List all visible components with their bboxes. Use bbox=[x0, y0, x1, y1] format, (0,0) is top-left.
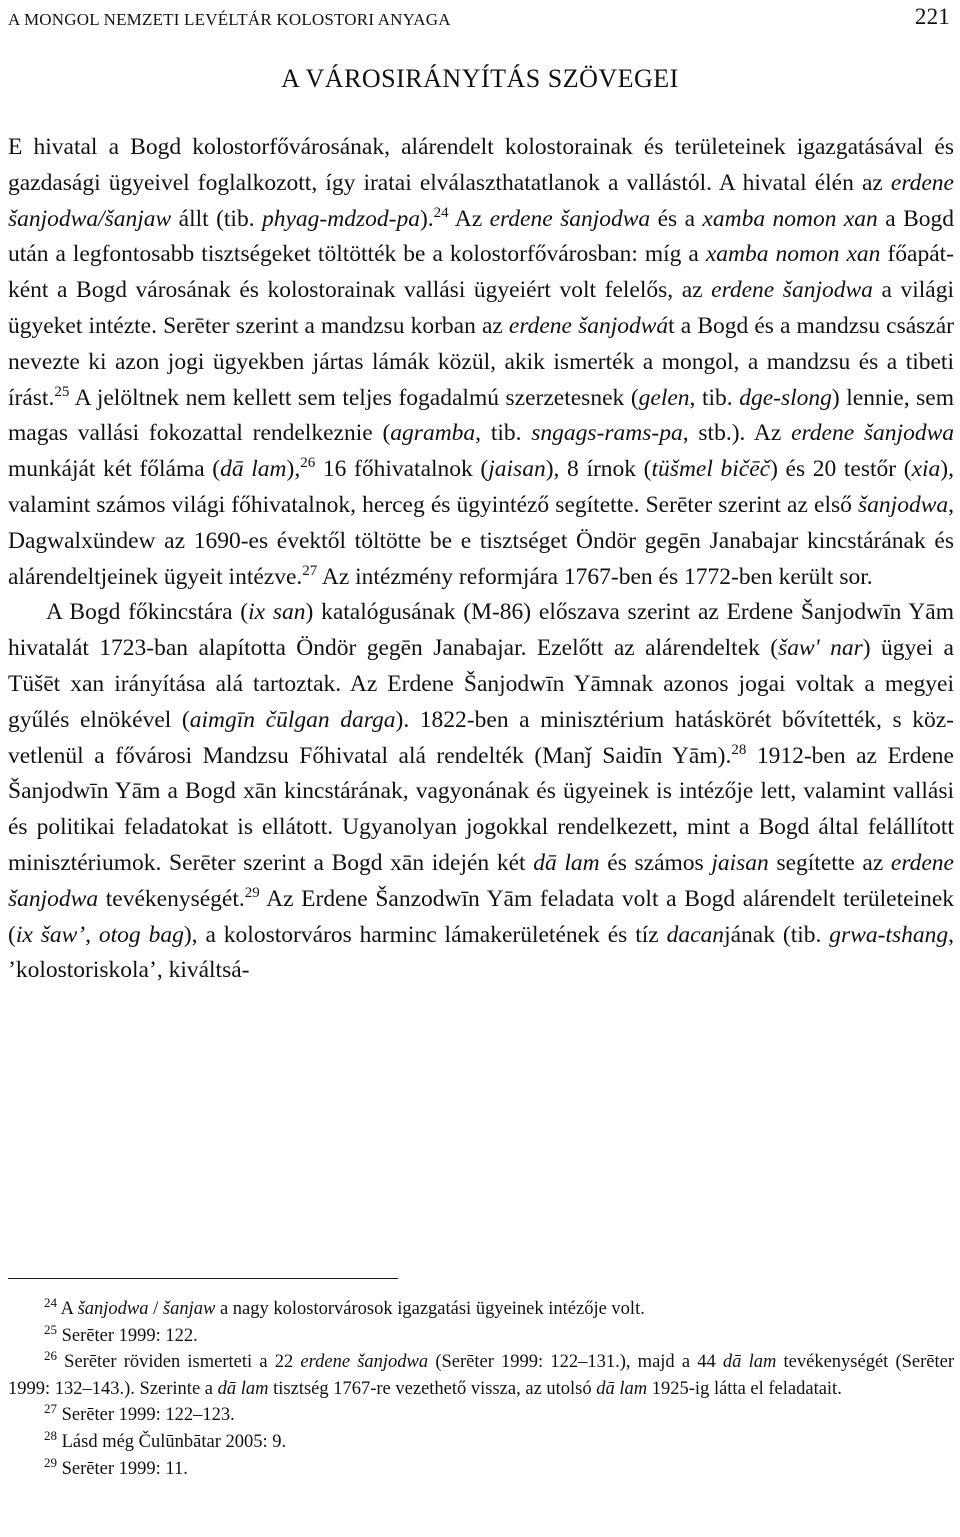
text-run: , tib. bbox=[475, 420, 532, 447]
text-run: ). bbox=[419, 205, 434, 232]
text-run: tevékenységét (Serēter 1999: 132–143.). Szerinte a bbox=[8, 1352, 955, 1399]
italic-term: jaisan bbox=[711, 849, 769, 876]
italic-term: xamba nomon xan bbox=[705, 241, 881, 268]
italic-term: gelen bbox=[638, 384, 690, 411]
italic-term: erdene šanjodwa/šanjaw bbox=[8, 169, 954, 232]
text-run: 1912-ben az Erdene Šanjodwīn Yām a Bogd xān kincstárának, vagyonának és ügyeinek is intézője lett, valamint vallási és politikai feladatokat is ellátott. Ugyanolyan jogokkal rendelkezett, mint a Bogd által felállított minisztériumok. Serēter szerint a Bogd xān idején két bbox=[8, 742, 954, 876]
italic-term: dā lam bbox=[722, 1352, 777, 1373]
text-run: 1925-ig látta el feladatait. bbox=[647, 1378, 842, 1399]
text-run: ). 1822-ben a minisztérium hatáskörét bővítették, s közvetlenül a fővárosi Mandzsu Főhivatal alá rendelték (Manǰ Saidīn Yām). bbox=[8, 706, 954, 769]
text-run: a Bogd után a legfontosabb tisztségeket töltötték be a kolostorfővárosban: míg a bbox=[8, 205, 954, 268]
text-run: állt (tib. bbox=[171, 205, 262, 232]
text-run: főapátként a Bogd városának és kolostorainak vallási ügyeiért volt felelős, az bbox=[8, 241, 954, 304]
italic-term: jaisan bbox=[488, 456, 546, 483]
italic-term: erdene šanjodwá bbox=[508, 312, 669, 339]
italic-term: phyag-mdzod-pa bbox=[262, 205, 420, 232]
footnotes bbox=[8, 1296, 954, 1482]
italic-term: xia bbox=[911, 456, 941, 483]
italic-term: erdene šanjodwa bbox=[711, 277, 873, 304]
italic-term: agramba bbox=[390, 420, 476, 447]
running-title: A MONGOL NEMZETI LEVÉLTÁR KOLOSTORI ANYAGA bbox=[8, 10, 451, 29]
footnote-ref: 26 bbox=[300, 455, 316, 472]
text-run: A Bogd főkincstára ( bbox=[46, 599, 249, 626]
footnote-ref: 29 bbox=[244, 884, 260, 901]
text-run: és a bbox=[650, 205, 703, 232]
text-run: Serēter röviden ismerteti a 22 bbox=[57, 1352, 301, 1373]
italic-term: dā lam bbox=[533, 849, 600, 876]
footnote-27 bbox=[8, 1402, 954, 1429]
text-run: a nagy kolostorvárosok igazgatási ügyeinek intézője volt. bbox=[215, 1299, 645, 1319]
footnote-ref: 28 bbox=[44, 1427, 57, 1443]
text-run: , Dagwalxündew az 1690-es évektől töltötte be e tisztséget Öndör gegēn Janabajar kincstárának és alárendeltjeinek ügyeit intézve. bbox=[8, 491, 954, 590]
footnote-26 bbox=[8, 1349, 954, 1402]
text-run: jának (tib. bbox=[724, 921, 830, 948]
text-run: (Serēter 1999: 122–131.), majd a 44 bbox=[428, 1352, 723, 1373]
footnote-ref: 27 bbox=[302, 562, 318, 579]
text-run: és számos bbox=[599, 849, 712, 876]
text-run: segítette az bbox=[768, 849, 891, 876]
paragraph-1 bbox=[8, 130, 954, 595]
text-run: ) és 20 testőr ( bbox=[770, 456, 912, 483]
text-run: munkáját két főláma ( bbox=[8, 456, 221, 483]
footnote-ref: 24 bbox=[433, 204, 449, 221]
text-run: ), a kolostorváros harminc lámakerületének és tíz bbox=[183, 921, 667, 948]
footnote-ref: 25 bbox=[54, 383, 70, 400]
italic-term: dacan bbox=[666, 921, 725, 948]
text-run: Serēter 1999: 122. bbox=[57, 1325, 198, 1346]
italic-term: erdene šanjodwa bbox=[8, 849, 954, 912]
italic-term: ix šaw’, otog bag bbox=[15, 921, 184, 948]
italic-term: šanjodwa bbox=[77, 1299, 149, 1319]
text-run: / bbox=[148, 1299, 163, 1319]
text-run: tisztség 1767-re vezethető vissza, az utolsó bbox=[268, 1378, 597, 1399]
footnote-ref: 26 bbox=[44, 1348, 57, 1364]
text-run: ), 8 írnok ( bbox=[545, 456, 652, 483]
italic-term: ix san bbox=[248, 599, 306, 626]
italic-term: dā lam bbox=[596, 1378, 648, 1399]
body-text bbox=[8, 130, 954, 989]
italic-term: dā lam bbox=[220, 456, 287, 483]
text-run: ), bbox=[286, 456, 301, 483]
running-header bbox=[8, 4, 952, 30]
text-run: ) ügyei a Tüšēt xan irányítása alá tartoztak. Az Erdene Šanjodwīn Yāmnak azonos jogai voltak a megyei gyűlés elnökével ( bbox=[8, 635, 954, 733]
page-number: 221 bbox=[914, 4, 950, 29]
italic-term: šanjaw bbox=[162, 1299, 216, 1319]
footnote-ref: 28 bbox=[731, 741, 747, 758]
italic-term: erdene šanjodwa bbox=[791, 420, 954, 447]
footnote-ref: 27 bbox=[44, 1401, 57, 1417]
italic-term: dā lam bbox=[217, 1378, 269, 1399]
text-run: t a Bogd és a mandzsu császár nevezte ki azon jogi ügyekben jártas lámák közül, akik ismerték a mongol, a mandzsu és a tibeti írást. bbox=[8, 312, 954, 411]
italic-term: grwa-tshang bbox=[829, 921, 949, 948]
footnote-divider bbox=[8, 1278, 398, 1279]
text-run: , tib. bbox=[689, 384, 740, 411]
text-run: A bbox=[57, 1299, 78, 1319]
text-run: , ’kolostoriskola’, kiváltsá- bbox=[8, 921, 954, 984]
text-run: , stb.). Az bbox=[682, 420, 792, 447]
italic-term: šaw' nar bbox=[778, 635, 863, 662]
footnote-25 bbox=[8, 1323, 954, 1350]
text-run: ) lennie, sem magas vallási fokozattal rendelkeznie ( bbox=[8, 384, 954, 447]
footnote-ref: 24 bbox=[44, 1295, 57, 1310]
footnote-ref: 25 bbox=[44, 1321, 57, 1337]
footnote-ref: 29 bbox=[44, 1454, 57, 1470]
text-run: E hivatal a Bogd kolostorfővárosának, alárendelt kolostorainak és területeinek igazgatásával és gazdasági ügyeivel foglalkozott, így iratai elválaszthatatlanok a vallástól. A hivatal élén az bbox=[8, 134, 954, 196]
text-run: tevékenységét. bbox=[98, 885, 245, 912]
text-run: Serēter 1999: 11. bbox=[57, 1458, 188, 1479]
text-run: 16 főhivatalnok ( bbox=[315, 456, 489, 483]
section-title: A VÁROSIRÁNYÍTÁS SZÖVEGEI bbox=[281, 64, 679, 93]
footnote-28 bbox=[8, 1429, 954, 1456]
text-run: Az Erdene Šanzodwīn Yām feladata volt a Bogd alárendelt területeinek ( bbox=[8, 885, 954, 948]
italic-term: erdene šanjodwa bbox=[300, 1352, 429, 1373]
text-run: Az bbox=[448, 205, 490, 232]
paragraph-2 bbox=[8, 595, 954, 989]
italic-term: aimgīn čūlgan darga bbox=[189, 706, 396, 733]
text-run: a világi ügyeket intézte. Serēter szerint a mandzsu korban az bbox=[8, 277, 955, 339]
text-run: ) katalógusának (M-86) előszava szerint az Erdene Šanjodwīn Yām hivatalát 1723-ban alapította Öndör gegēn Janabajar. Ezelőtt az alárendeltek ( bbox=[8, 599, 954, 662]
text-run: Serēter 1999: 122–123. bbox=[57, 1405, 235, 1426]
italic-term: šanjodwa bbox=[858, 491, 949, 518]
italic-term: xamba nomon xan bbox=[702, 205, 878, 232]
italic-term: dge-slong bbox=[739, 384, 832, 411]
text-run: Lásd még Čulūnbātar 2005: 9. bbox=[57, 1431, 287, 1452]
text-run: Az intézmény reformjára 1767-ben és 1772-ben került sor. bbox=[317, 563, 873, 590]
text-run: ), valamint számos világi főhivatalnok, herceg és ügyintéző segítette. Serēter szerint az első bbox=[8, 456, 954, 518]
footnote-29 bbox=[8, 1456, 954, 1483]
italic-term: tüšmel bičēč bbox=[651, 456, 771, 483]
footnote-24 bbox=[8, 1296, 954, 1323]
text-run: A jelöltnek nem kellett sem teljes fogadalmú szerzetesnek ( bbox=[69, 384, 639, 411]
italic-term: erdene šanjodwa bbox=[489, 205, 651, 232]
italic-term: sngags-rams-pa bbox=[531, 420, 683, 447]
